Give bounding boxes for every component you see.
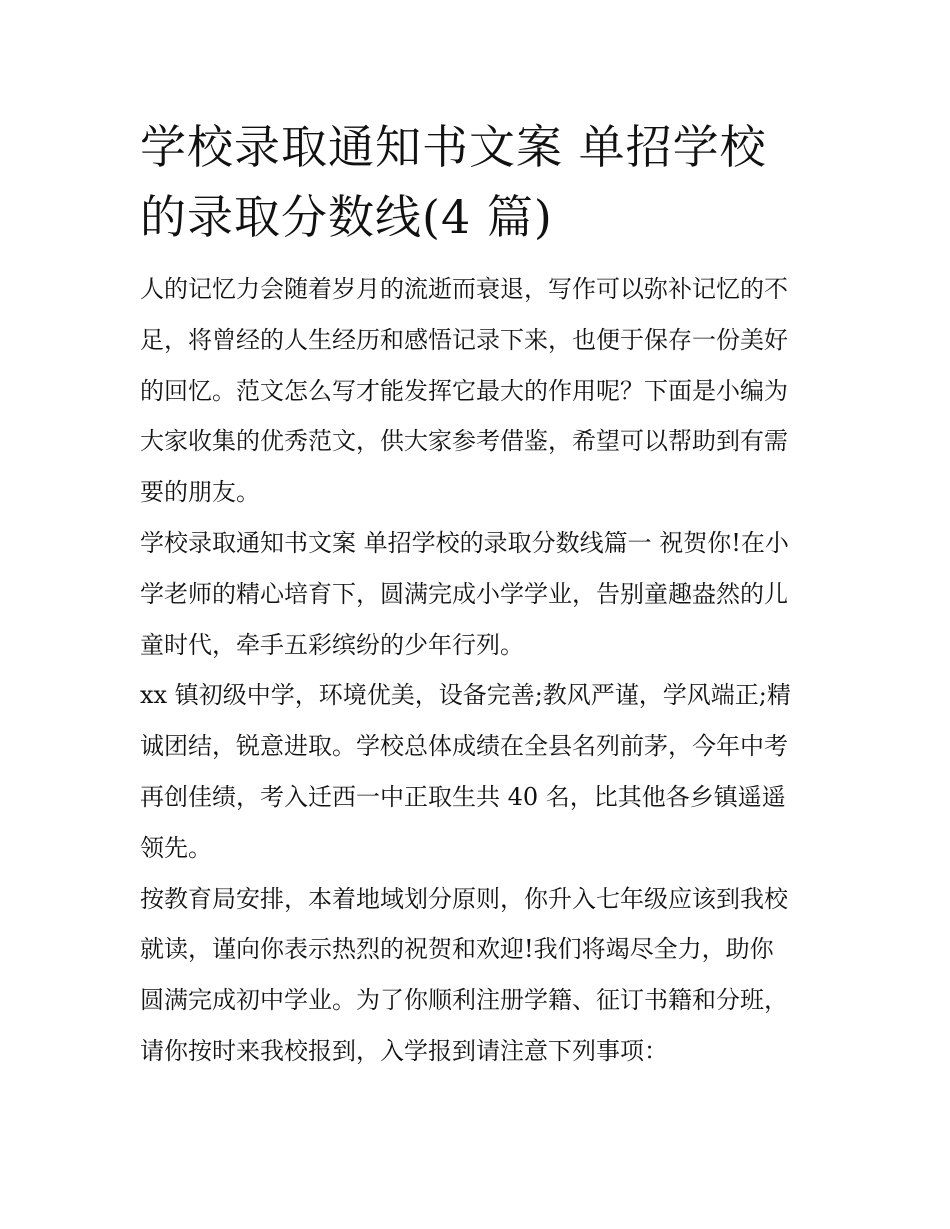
text-line: 足，将曾经的人生经历和感悟记录下来，也便于保存一份美好 (140, 325, 788, 354)
text-line: 要的朋友。 (140, 478, 260, 507)
document-title (140, 112, 820, 252)
text-line: 就读，谨向你表示热烈的祝贺和欢迎!我们将竭尽全力，助你 (140, 935, 774, 964)
title-line: 的录取分数线(4 篇) (140, 190, 553, 244)
text-line: 学校录取通知书文案 单招学校的录取分数线篇一 祝贺你!在小 (140, 528, 789, 557)
paragraph-school-intro (140, 670, 820, 873)
text-line: 童时代，牵手五彩缤纷的少年行列。 (140, 630, 524, 659)
text-line: 圆满完成初中学业。为了你顺利注册学籍、征订书籍和分班， (140, 986, 788, 1015)
text-line: 按教育局安排，本着地域划分原则，你升入七年级应该到我校 (140, 884, 788, 913)
document-content (140, 112, 820, 1077)
text-line: 诚团结，锐意进取。学校总体成绩在全县名列前茅，今年中考 (140, 732, 788, 761)
paragraph-congratulations (140, 518, 820, 670)
text-line: 学老师的精心培育下，圆满完成小学学业，告别童趣盎然的儿 (140, 579, 788, 608)
text-line: 的回忆。范文怎么写才能发挥它最大的作用呢？下面是小编为 (140, 376, 788, 405)
text-line: xx 镇初级中学，环境优美，设备完善;教风严谨，学风端正;精 (140, 681, 791, 710)
text-line: 请你按时来我校报到，入学报到请注意下列事项： (140, 1036, 668, 1065)
text-line: 大家收集的优秀范文，供大家参考借鉴，希望可以帮助到有需 (140, 427, 788, 456)
paragraph-registration (140, 874, 820, 1077)
paragraph-intro (140, 264, 820, 518)
text-line: 人的记忆力会随着岁月的流逝而衰退，写作可以弥补记忆的不 (140, 275, 788, 303)
document-body (140, 264, 820, 1077)
text-line: 再创佳绩，考入迁西一中正取生共 40 名，比其他各乡镇遥遥 (140, 782, 786, 811)
title-line: 学校录取通知书文案 单招学校 (140, 120, 767, 174)
text-line: 领先。 (140, 833, 212, 862)
